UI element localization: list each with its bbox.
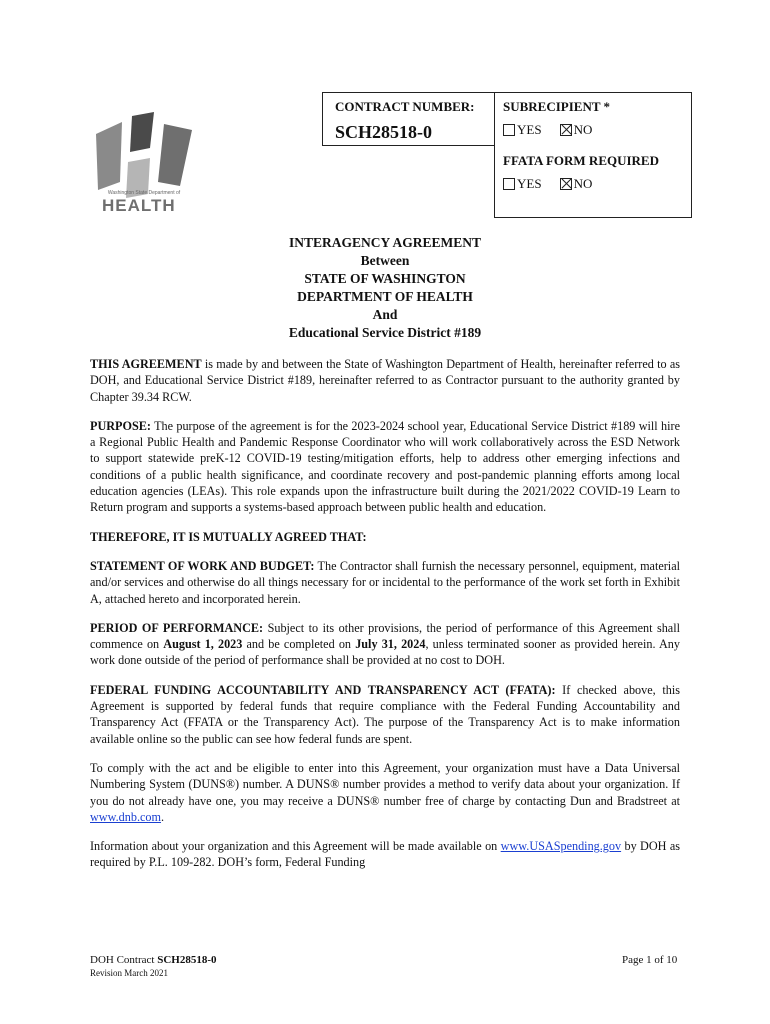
subrecipient-no-label: NO <box>573 122 593 137</box>
title-line-4: DEPARTMENT OF HEALTH <box>297 289 473 304</box>
p6-text: If checked above, this Agreement is supported by federal funds that require compliance with the Federal Funding Accountability and Transparency Act (FFATA or the Transparency Act). The purpose of the Transparency Act is to make information available online so the public can see how federal funds are spent. <box>90 682 680 746</box>
agreement-title <box>0 234 770 342</box>
subrecipient-yes-label: YES <box>517 122 542 137</box>
p5-text-a: Subject to its other provisions, the period of performance of this Agreement shall commence on <box>90 620 680 652</box>
agreement-body <box>90 356 680 884</box>
paragraph-therefore <box>90 529 680 545</box>
subrecipient-yes-checkbox[interactable] <box>503 124 515 136</box>
title-line-3: STATE OF WASHINGTON <box>304 271 466 286</box>
logo-bar-left <box>96 122 122 190</box>
paragraph-ffata <box>90 682 680 747</box>
contract-info-box <box>322 92 692 218</box>
ffata-no-label: NO <box>573 176 593 191</box>
subrecipient-options <box>503 122 610 138</box>
p2-heading: PURPOSE: <box>90 418 151 433</box>
footer-contract-prefix: DOH Contract <box>90 954 158 966</box>
title-line-2: Between <box>360 253 410 268</box>
p8-text-b: by DOH as required by P.L. 109-282. DOH’s form, Federal Funding <box>90 839 680 870</box>
contract-number-cell <box>322 92 494 146</box>
dnb-link[interactable]: www.dnb.com <box>90 809 161 824</box>
p3-heading: THEREFORE, IT IS MUTUALLY AGREED THAT: <box>90 529 367 544</box>
p5-start-date: August 1, 2023 <box>163 637 243 652</box>
footer-revision: Revision March 2021 <box>90 968 168 978</box>
logo-bar-middle-top <box>130 112 154 152</box>
title-line-1: INTERAGENCY AGREEMENT <box>289 235 481 250</box>
contract-number-label: CONTRACT NUMBER: <box>335 99 475 114</box>
title-line-5: And <box>372 307 398 322</box>
ffata-options <box>503 176 610 192</box>
ffata-yes-checkbox[interactable] <box>503 178 515 190</box>
p4-heading: STATEMENT OF WORK AND BUDGET: <box>90 558 315 573</box>
ffata-label: FFATA FORM REQUIRED <box>503 153 659 168</box>
subrecipient-label: SUBRECIPIENT * <box>503 99 611 114</box>
logo-wordmark: HEALTH <box>102 196 176 215</box>
footer-page-number: Page 1 of 10 <box>622 954 678 966</box>
footer-contract-number: SCH28518-0 <box>157 954 217 966</box>
p2-text: The purpose of the agreement is for the 2023-2024 school year, Educational Service District #189 will hire a Regional Public Health and Pandemic Response Coordinator who will work collaboratively across the ESD Network to support statewide preK-12 COVID-19 testing/mitigation efforts, help to address other emerging infections and conditions of a public health significance, and coordinate recovery and post-pandemic planning efforts among local education agencies (LEAs). This role expands upon the infrastructure built during the 2021/2022 COVID-19 Learn to Return program and supports a systems-based approach between public health and education. <box>90 418 680 515</box>
paragraph-period-of-performance <box>90 620 680 669</box>
paragraph-this-agreement <box>90 356 680 405</box>
logo-subtitle: Washington State Department of <box>107 190 181 196</box>
p5-text-b: and be completed on <box>242 637 356 652</box>
footer-contract <box>90 954 217 966</box>
paragraph-usaspending <box>90 838 680 871</box>
p5-heading: PERIOD OF PERFORMANCE: <box>90 620 264 635</box>
ffata-no-checkbox[interactable] <box>560 178 572 190</box>
p5-end-date: July 31, 2024 <box>355 637 426 652</box>
p4-text: The Contractor shall furnish the necessary personnel, equipment, material and/or services and otherwise do all things necessary for or incidental to the performance of the work set forth in Exhibit A, attached hereto and incorporated herein. <box>90 558 680 606</box>
logo-bar-right <box>158 124 192 186</box>
subrecipient-no-checkbox[interactable] <box>560 124 572 136</box>
p7-text-b: . <box>160 809 165 824</box>
p1-text: is made by and between the State of Washington Department of Health, hereinafter referred to as DOH, and Educational Service District #189, hereinafter referred to as Contractor pursuant to the authority granted by Chapter 39.34 RCW. <box>90 357 680 404</box>
paragraph-duns <box>90 760 680 825</box>
p1-heading: THIS AGREEMENT <box>90 357 202 371</box>
p6-heading: FEDERAL FUNDING ACCOUNTABILITY AND TRANSPARENCY ACT (FFATA): <box>90 682 556 697</box>
p5-text-c: , unless terminated sooner as provided herein. Any work done outside of the period of performance shall be provided at no cost to DOH. <box>90 637 680 668</box>
usaspending-link[interactable]: www.USASpending.gov <box>500 839 622 854</box>
p7-text-a: To comply with the act and be eligible to enter into this Agreement, your organization must have a Data Universal Numbering System (DUNS®) number. A DUNS® number provides a method to verify data about your organization. If you do not already have one, you may receive a DUNS® number free of charge by contacting Dun and Bradstreet at <box>90 760 680 808</box>
paragraph-purpose <box>90 418 680 516</box>
subrecipient-cell <box>494 92 692 218</box>
p8-text-a: Information about your organization and this Agreement will be made available on <box>90 839 501 854</box>
ffata-yes-label: YES <box>517 176 542 191</box>
title-line-6: Educational Service District #189 <box>288 325 482 340</box>
paragraph-statement-of-work <box>90 558 680 607</box>
contract-number-value: SCH28518-0 <box>335 122 433 142</box>
